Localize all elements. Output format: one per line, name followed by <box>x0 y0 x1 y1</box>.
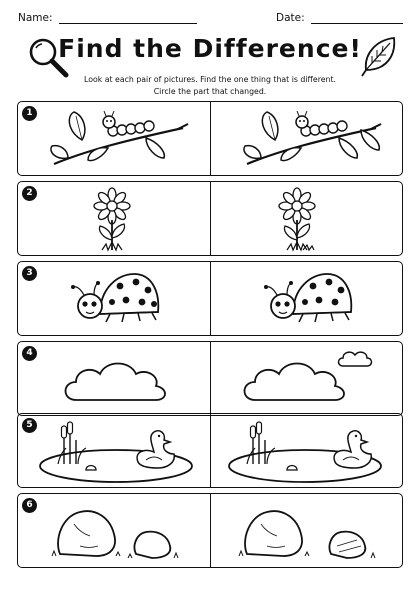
caterpillar-picture-left[interactable] <box>18 102 210 176</box>
ladybug-picture-right[interactable] <box>211 262 403 336</box>
row-number-badge: 3 <box>22 266 37 281</box>
instructions-line-1: Look at each pair of pictures. Find the one thing that is different. <box>83 75 337 84</box>
puzzle-row-2 <box>17 181 403 256</box>
row-number-badge: 6 <box>22 498 37 513</box>
row-number-badge: 1 <box>22 106 37 121</box>
puzzle-row-5 <box>17 413 403 488</box>
cloud-picture-right[interactable] <box>211 342 403 416</box>
puzzle-row-1 <box>17 101 403 176</box>
rocks-picture-right[interactable] <box>211 494 403 568</box>
page-title: Find the Difference! <box>58 34 362 63</box>
row-number-badge: 2 <box>22 186 37 201</box>
puzzle-row-6 <box>17 493 403 568</box>
row-number-badge: 5 <box>22 418 37 433</box>
puzzle-row-3 <box>17 261 403 336</box>
date-blank-line[interactable] <box>311 14 403 24</box>
duck-pond-picture-left[interactable] <box>18 414 210 488</box>
puzzle-row-4 <box>17 341 403 416</box>
caterpillar-picture-right[interactable] <box>211 102 403 176</box>
leaf-shape <box>69 112 84 140</box>
date-label: Date: <box>276 12 305 24</box>
flower-picture-right[interactable] <box>211 182 403 256</box>
name-field[interactable] <box>18 12 197 24</box>
name-blank-line[interactable] <box>59 14 197 24</box>
cloud-picture-left[interactable] <box>18 342 210 416</box>
ladybug-picture-left[interactable] <box>18 262 210 336</box>
leaf-icon <box>360 34 400 78</box>
row-number-badge: 4 <box>22 346 37 361</box>
duck-pond-picture-right[interactable] <box>211 414 403 488</box>
rocks-picture-left[interactable] <box>18 494 210 568</box>
name-label: Name: <box>18 12 53 24</box>
flower-picture-left[interactable] <box>18 182 210 256</box>
instructions-line-2: Circle the part that changed. <box>153 87 267 96</box>
date-field[interactable] <box>276 12 403 24</box>
instructions <box>0 74 420 98</box>
